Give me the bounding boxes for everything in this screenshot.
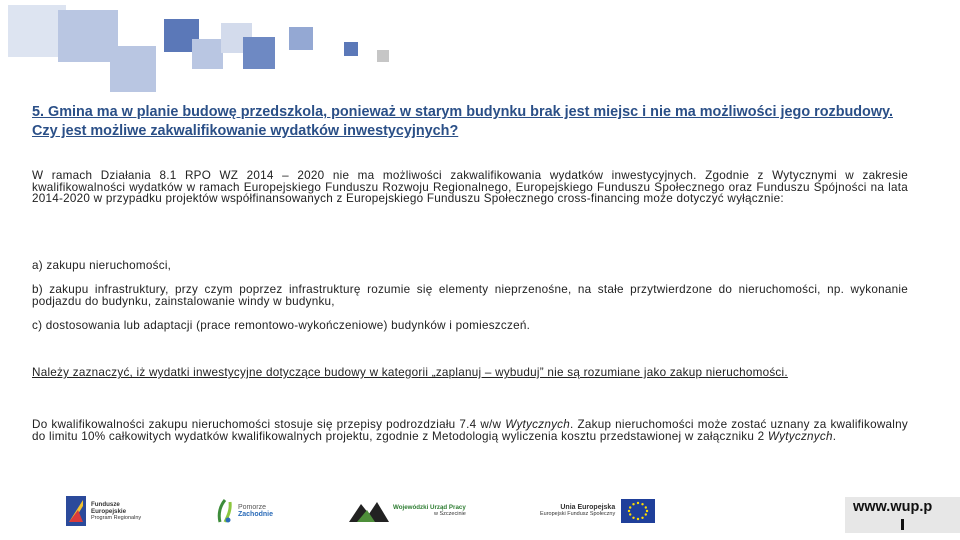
website-link-box[interactable] (845, 497, 960, 533)
logo4-line2: Europejski Fundusz Społeczny (540, 511, 616, 517)
paragraph-eligibility (32, 419, 908, 442)
website-link[interactable]: www.wup.p (853, 499, 933, 515)
decor-square-7 (243, 37, 275, 69)
note-paragraph: Należy zaznaczyć, iż wydatki inwestycyjne dotyczące budowy w kategorii „zaplanuj – wybuduj” nie są rozumiane jako zakup nieruchomości. (32, 366, 788, 379)
fundusze-europejskie-icon (66, 496, 86, 526)
text-cursor (901, 519, 904, 530)
logo3-line2: w Szczecinie (434, 511, 466, 517)
decor-square-8 (289, 27, 313, 50)
decor-square-10 (377, 50, 389, 62)
decor-square-2 (58, 10, 118, 62)
eu-flag-icon (621, 499, 655, 523)
mountains-icon (349, 500, 389, 522)
list-item-a: a) zakupu nieruchomości, (32, 259, 172, 272)
logo3-line1: Wojewódzki Urząd Pracy (393, 504, 466, 511)
fundusze-europejskie-logo (66, 490, 141, 532)
pomorze-zachodnie-icon (216, 498, 234, 524)
pomorze-zachodnie-logo (216, 490, 273, 532)
logo1-line3: Program Regionalny (91, 514, 142, 521)
unia-europejska-logo (540, 490, 655, 532)
wup-szczecin-logo (349, 490, 466, 532)
paragraph-intro: W ramach Działania 8.1 RPO WZ 2014 – 2020 nie ma możliwości zakwalifikowania wydatków inwestycyjnych. Zgodnie z Wytycznymi w zakresie kwalifikowalności wydatków w ramach Europejskiego Funduszu Rozwoju Regionalnego, Europejskiego Funduszu Społecznego oraz Funduszu Spójności na lata 2014-2020 w przypadku projektów współfinansowanych z Europejskiego Funduszu Społecznego cross-financing może dotyczyć wyłącznie: (32, 169, 908, 206)
logo1-line1: Fundusze (91, 500, 120, 508)
paragraph-eligibility-text-3: . (832, 429, 837, 443)
paragraph-eligibility-italic-1: Wytycznych (505, 418, 571, 431)
paragraph-eligibility-text-1: Do kwalifikowalności zakupu nieruchomości stosuje się przepisy podrozdziału 7.4 w/w (32, 418, 506, 431)
decor-square-9 (344, 42, 358, 56)
decor-square-5 (192, 39, 223, 69)
logo1-line2: Europejskie (91, 507, 127, 515)
decor-square-3 (110, 46, 156, 92)
paragraph-eligibility-text-2: . Zakup nieruchomości może zostać uznany za kwalifikowalny do limitu 10% całkowitych wydatków kwalifikowalnych projektu, zgodnie z Metodologią wyliczenia kosztu przedstawionej w załączniku 2 (32, 418, 909, 443)
list-item-c: c) dostosowania lub adaptacji (prace remontowo-wykończeniowe) budynków i pomieszczeń. (32, 319, 531, 332)
logo2-line1: Pomorze (238, 504, 267, 511)
logo2-line2: Zachodnie (238, 511, 274, 518)
logo4-line1: Unia Europejska (560, 504, 616, 511)
list-item-b: b) zakupu infrastruktury, przy czym poprzez infrastrukturę rozumie się elementy nieprzenośne, na stałe przytwierdzone do nieruchomości, np. wykonanie podjazdu do budynku, zainstalowanie windy w budynku, (32, 283, 908, 308)
question-title: 5. Gmina ma w planie budowę przedszkola, ponieważ w starym budynku brak jest miejsc i nie ma możliwości jego rozbudowy. Czy jest możliwe zakwalifikowanie wydatków inwestycyjnych? (32, 104, 893, 139)
paragraph-eligibility-italic-2: Wytycznych (767, 429, 833, 443)
